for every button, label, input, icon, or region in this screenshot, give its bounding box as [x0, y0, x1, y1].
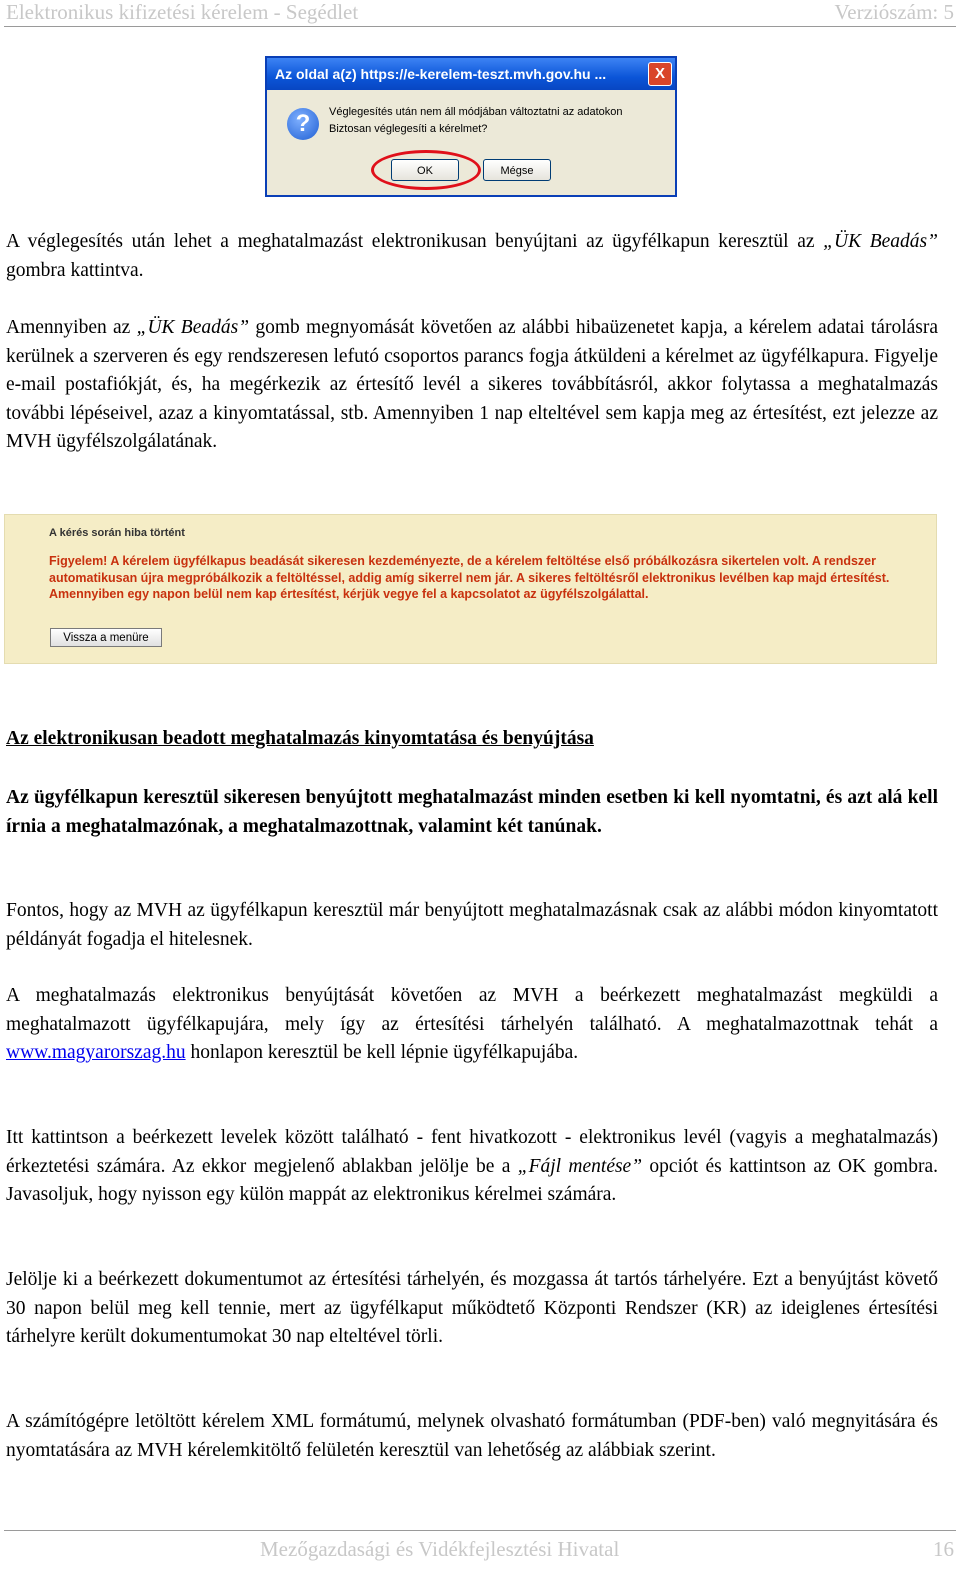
- paragraph-5: [6, 982, 938, 1068]
- header-version: Verziószám: 5: [834, 0, 954, 24]
- dialog-line-1: Véglegesítés után nem áll módjában változtatni az adatokon: [329, 106, 623, 118]
- page-footer: [4, 1530, 956, 1571]
- para6-text-b: opciót és kattintson az OK gombra. Javasoljuk, hogy nyisson egy külön mappát az elektronikus kérelmei számára.: [6, 1155, 938, 1205]
- uk-beadas-label-2: „ÜK Beadás”: [136, 317, 250, 338]
- paragraph-4: Fontos, hogy az MVH az ügyfélkapun keresztül már benyújtott meghatalmazásnak csak az alábbi módon kinyomtatott példányát fogadja el hitelesnek.: [6, 900, 938, 950]
- uk-beadas-label: „ÜK Beadás”: [823, 231, 938, 252]
- fajl-mentese-label: „Fájl mentése”: [517, 1155, 643, 1177]
- paragraph-6: [6, 1124, 938, 1210]
- ok-button[interactable]: OK: [391, 159, 459, 181]
- magyarorszag-link[interactable]: www.magyarorszag.hu: [6, 1042, 186, 1063]
- para5-text-a: A meghatalmazás elektronikus benyújtását követően az MVH a beérkezett meghatalmazást megküldi a meghatalmazott ügyfélkapujára, mely így az értesítési tárhelyén található. A meghatalmazottnak tehát a: [6, 985, 938, 1035]
- highlight-circle: [371, 150, 481, 190]
- para1-text-a: A véglegesítés után lehet a meghatalmazást elektronikusan benyújtani az ügyfélkapun keresztül az: [6, 231, 824, 252]
- footer-organization: Mezőgazdasági és Vidékfejlesztési Hivatal: [260, 1537, 620, 1561]
- confirm-dialog-screenshot: [265, 56, 677, 197]
- para6-text-a: Itt kattintson a beérkezett levelek között található - fent hivatkozott - elektronikus levél (vagyis a meghatalmazás) érkeztetési számára. Az ekkor megjelenő ablakban jelölje be a: [6, 1127, 938, 1177]
- dialog-line-2: Biztosan véglegesíti a kérelmet?: [329, 123, 488, 135]
- page-number: 16: [933, 1537, 954, 1561]
- dialog-titlebar: [267, 58, 675, 90]
- question-icon: ?: [287, 108, 319, 140]
- error-title: A kérés során hiba történt: [49, 527, 185, 539]
- error-panel-screenshot: [4, 514, 937, 664]
- paragraph-3: Az ügyfélkapun keresztül sikeresen benyújtott meghatalmazást minden esetben ki kell nyomtatni, és azt alá kell írnia a meghatalmazónak, a meghatalmazottnak, valamint két tanúnak.: [6, 787, 938, 837]
- paragraph-8: A számítógépre letöltött kérelem XML formátumú, melynek olvasható formátumban (PDF-ben) való megnyitására és nyomtatására az MVH kérelemkitöltő felületén keresztül van lehetőség az alábbiak szerint.: [6, 1411, 938, 1461]
- dialog-title: Az oldal a(z) https://e-kerelem-teszt.mvh.gov.hu ...: [275, 66, 607, 82]
- header-title: Elektronikus kifizetési kérelem - Segédlet: [6, 0, 359, 24]
- para5-text-b: honlapon keresztül be kell lépnie ügyfélkapujába.: [185, 1042, 579, 1063]
- paragraph-2: [6, 314, 938, 457]
- page-header: [4, 0, 956, 27]
- error-message: Figyelem! A kérelem ügyfélkapus beadását sikeresen kezdeményezte, de a kérelem feltöltése első próbálkozásra sikertelen volt. A rendszer automatikusan újra megpróbálkozik a feltöltéssel, addig amíg sikerrel nem jár. A sikeres feltöltésről elektronikus levélben kap majd értesítést. Amennyiben egy napon belül nem kap értesítést, kérjük vegye fel a kapcsolatot az ügyfélszolgálattal.: [49, 554, 890, 601]
- para1-text-b: gombra kattintva.: [6, 259, 144, 281]
- section-heading: Az elektronikusan beadott meghatalmazás kinyomtatása és benyújtása: [6, 728, 594, 749]
- cancel-button[interactable]: Mégse: [483, 159, 551, 181]
- back-to-menu-button[interactable]: Vissza a menüre: [50, 628, 162, 647]
- para2-text-a: Amennyiben az: [6, 317, 137, 338]
- close-icon[interactable]: X: [648, 62, 672, 86]
- paragraph-1: [6, 228, 938, 285]
- dialog-message: [329, 104, 623, 138]
- para2-text-b: gomb megnyomását követően az alábbi hibaüzenetet kapja, a kérelem adatai tárolásra kerülnek a szerveren és egy rendszeresen lefutó csoportos parancs fogja átküldeni a kérelmet az ügyfélkapura. Figyelje e-mail postafiókját, és, ha megérkezik az értesítő levél a sikeres továbbításról, akkor folytassa a meghatalmazás további lépéseivel, azaz a kinyomtatással, stb. Amennyiben 1 nap elteltével sem kapja meg az értesítést, ezt jelezze az MVH ügyfélszolgálatának.: [6, 317, 938, 452]
- paragraph-7: Jelölje ki a beérkezett dokumentumot az értesítési tárhelyén, és mozgassa át tartós tárhelyére. Ezt a benyújtást követő 30 napon belül meg kell tennie, mert az ügyfélkaput működtető Központi Rendszer (KR) az ideiglenes értesítési tárhelyre került dokumentumokat 30 nap elteltével törli.: [6, 1269, 938, 1347]
